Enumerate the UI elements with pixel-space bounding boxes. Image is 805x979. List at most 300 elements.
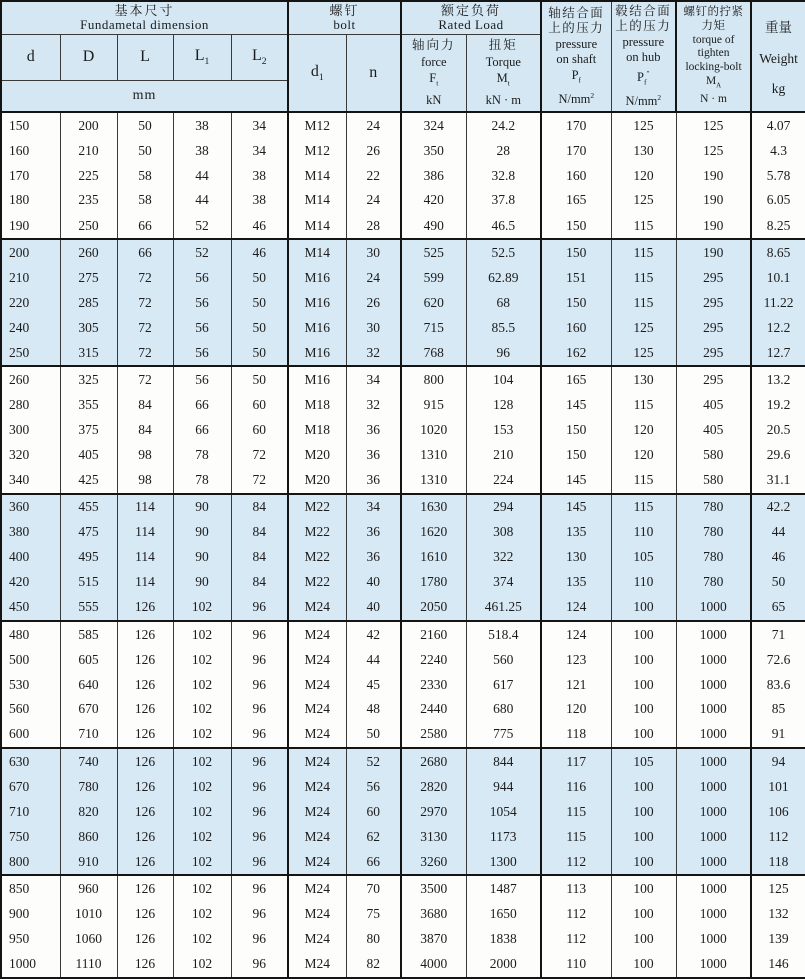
col-header-d: d [1, 34, 60, 80]
cell-D: 585 [60, 621, 117, 647]
cell-Pf-shaft: 118 [541, 722, 611, 748]
cell-L2: 96 [231, 647, 288, 672]
bolt-label-en: bolt [333, 17, 356, 33]
cell-L1: 102 [173, 927, 231, 952]
pressure-hub-zh1: 毂结合面 [615, 3, 672, 18]
cell-Mt: 68 [466, 290, 541, 315]
cell-L: 58 [117, 188, 173, 213]
cell-d: 400 [1, 545, 60, 570]
cell-d1: M24 [288, 697, 346, 722]
cell-d: 900 [1, 902, 60, 927]
cell-D: 200 [60, 112, 117, 138]
cell-Pf-hub: 100 [611, 595, 676, 621]
table-row [1, 366, 805, 392]
cell-L1: 102 [173, 672, 231, 697]
cell-MA: 190 [676, 239, 751, 265]
cell-L1: 90 [173, 545, 231, 570]
cell-MA: 1000 [676, 621, 751, 647]
cell-n: 24 [346, 112, 401, 138]
table-row [1, 418, 805, 443]
cell-Pf-shaft: 165 [541, 188, 611, 213]
cell-L2: 50 [231, 366, 288, 392]
cell-Pf-shaft: 150 [541, 239, 611, 265]
cell-Mt: 32.8 [466, 163, 541, 188]
cell-MA: 1000 [676, 722, 751, 748]
cell-d: 850 [1, 875, 60, 901]
cell-MA: 295 [676, 315, 751, 340]
cell-Pf-shaft: 170 [541, 138, 611, 163]
cell-Ft: 800 [401, 366, 466, 392]
cell-L2: 50 [231, 315, 288, 340]
cell-Ft: 3870 [401, 927, 466, 952]
cell-Pf-hub: 100 [611, 799, 676, 824]
cell-L1: 56 [173, 315, 231, 340]
table-row [1, 621, 805, 647]
cell-d: 250 [1, 340, 60, 366]
header-pressure-on-shaft [541, 1, 611, 112]
cell-L: 126 [117, 849, 173, 875]
cell-n: 66 [346, 849, 401, 875]
cell-d1: M22 [288, 545, 346, 570]
cell-L2: 84 [231, 570, 288, 595]
cell-Mt: 461.25 [466, 595, 541, 621]
pressure-hub-unit: $N/mm^2$ [625, 92, 662, 108]
cell-n: 30 [346, 239, 401, 265]
cell-n: 22 [346, 163, 401, 188]
table-row [1, 799, 805, 824]
cell-D: 425 [60, 467, 117, 493]
cell-MA: 580 [676, 443, 751, 468]
cell-d: 750 [1, 824, 60, 849]
table-row [1, 672, 805, 697]
cell-Mt: 28 [466, 138, 541, 163]
cell-L1: 102 [173, 621, 231, 647]
cell-Mt: 775 [466, 722, 541, 748]
cell-n: 70 [346, 875, 401, 901]
cell-D: 910 [60, 849, 117, 875]
cell-MA: 295 [676, 266, 751, 291]
cell-L2: 96 [231, 722, 288, 748]
cell-D: 355 [60, 393, 117, 418]
cell-Pf-shaft: 150 [541, 418, 611, 443]
cell-L2: 96 [231, 902, 288, 927]
cell-L2: 96 [231, 672, 288, 697]
cell-L2: 96 [231, 951, 288, 978]
cell-MA: 295 [676, 340, 751, 366]
cell-Pf-hub: 100 [611, 672, 676, 697]
cell-n: 50 [346, 722, 401, 748]
cell-Pf-hub: 125 [611, 112, 676, 138]
cell-weight: 31.1 [751, 467, 805, 493]
cell-Pf-hub: 105 [611, 545, 676, 570]
cell-Mt: 24.2 [466, 112, 541, 138]
cell-Ft: 386 [401, 163, 466, 188]
cell-L2: 84 [231, 545, 288, 570]
cell-Pf-shaft: 120 [541, 697, 611, 722]
pressure-shaft-en1: pressure [555, 36, 598, 51]
cell-Pf-shaft: 150 [541, 290, 611, 315]
cell-D: 275 [60, 266, 117, 291]
cell-weight: 4.3 [751, 138, 805, 163]
cell-L1: 52 [173, 239, 231, 265]
cell-n: 80 [346, 927, 401, 952]
cell-d1: M24 [288, 775, 346, 800]
cell-d: 150 [1, 112, 60, 138]
cell-L1: 102 [173, 824, 231, 849]
cell-L: 114 [117, 520, 173, 545]
col-header-d1: $d_1$ [288, 34, 346, 112]
cell-Pf-shaft: 151 [541, 266, 611, 291]
cell-D: 305 [60, 315, 117, 340]
cell-D: 285 [60, 290, 117, 315]
cell-Mt: 85.5 [466, 315, 541, 340]
cell-Pf-shaft: 110 [541, 951, 611, 978]
cell-Mt: 1487 [466, 875, 541, 901]
cell-d: 160 [1, 138, 60, 163]
cell-Ft: 1310 [401, 443, 466, 468]
pressure-shaft-zh1: 轴结合面 [548, 5, 605, 20]
cell-MA: 780 [676, 545, 751, 570]
cell-Mt: 680 [466, 697, 541, 722]
tighten-torque-symbol: $M_A$ [705, 75, 722, 90]
cell-MA: 1000 [676, 647, 751, 672]
pressure-hub-symbol: $P_f''$ [637, 68, 650, 87]
cell-Pf-shaft: 165 [541, 366, 611, 392]
cell-Pf-hub: 100 [611, 824, 676, 849]
table-row [1, 875, 805, 901]
cell-weight: 8.65 [751, 239, 805, 265]
cell-d: 630 [1, 748, 60, 774]
cell-MA: 1000 [676, 775, 751, 800]
cell-d: 480 [1, 621, 60, 647]
cell-L2: 60 [231, 393, 288, 418]
cell-Pf-shaft: 113 [541, 875, 611, 901]
cell-d1: M14 [288, 163, 346, 188]
cell-Pf-shaft: 130 [541, 545, 611, 570]
table-row [1, 902, 805, 927]
cell-MA: 125 [676, 112, 751, 138]
cell-MA: 580 [676, 467, 751, 493]
cell-L: 126 [117, 647, 173, 672]
cell-MA: 405 [676, 418, 751, 443]
weight-label-en: Weight [759, 50, 798, 66]
header-tighten-torque [676, 1, 751, 112]
cell-L1: 102 [173, 799, 231, 824]
cell-weight: 132 [751, 902, 805, 927]
torque-zh: 扭矩 [488, 38, 518, 52]
cell-n: 36 [346, 545, 401, 570]
cell-D: 640 [60, 672, 117, 697]
cell-n: 56 [346, 775, 401, 800]
cell-Mt: 1838 [466, 927, 541, 952]
cell-L2: 96 [231, 824, 288, 849]
cell-weight: 46 [751, 545, 805, 570]
cell-Ft: 2330 [401, 672, 466, 697]
cell-L: 114 [117, 545, 173, 570]
cell-Ft: 3500 [401, 875, 466, 901]
cell-L2: 96 [231, 927, 288, 952]
cell-Pf-hub: 115 [611, 467, 676, 493]
cell-L: 72 [117, 315, 173, 340]
cell-weight: 19.2 [751, 393, 805, 418]
cell-Mt: 944 [466, 775, 541, 800]
cell-weight: 5.78 [751, 163, 805, 188]
cell-MA: 190 [676, 213, 751, 239]
table-row [1, 849, 805, 875]
table-row [1, 570, 805, 595]
cell-D: 1110 [60, 951, 117, 978]
cell-n: 26 [346, 290, 401, 315]
cell-L2: 84 [231, 494, 288, 520]
cell-Pf-shaft: 124 [541, 621, 611, 647]
cell-Ft: 2820 [401, 775, 466, 800]
cell-L: 126 [117, 748, 173, 774]
cell-weight: 72.6 [751, 647, 805, 672]
cell-weight: 118 [751, 849, 805, 875]
cell-d: 530 [1, 672, 60, 697]
cell-Pf-hub: 115 [611, 290, 676, 315]
cell-d: 200 [1, 239, 60, 265]
table-row [1, 393, 805, 418]
cell-L1: 78 [173, 443, 231, 468]
cell-d1: M14 [288, 188, 346, 213]
table-row [1, 163, 805, 188]
table-row [1, 112, 805, 138]
cell-Mt: 308 [466, 520, 541, 545]
cell-D: 960 [60, 875, 117, 901]
cell-Pf-hub: 120 [611, 443, 676, 468]
cell-MA: 1000 [676, 595, 751, 621]
cell-L: 98 [117, 443, 173, 468]
cell-weight: 94 [751, 748, 805, 774]
pressure-hub-zh2: 上的压力 [615, 19, 672, 34]
cell-D: 605 [60, 647, 117, 672]
cell-MA: 1000 [676, 849, 751, 875]
cell-Ft: 3130 [401, 824, 466, 849]
cell-d1: M24 [288, 951, 346, 978]
cell-Pf-hub: 100 [611, 621, 676, 647]
cell-L1: 102 [173, 697, 231, 722]
cell-L1: 102 [173, 849, 231, 875]
cell-Ft: 599 [401, 266, 466, 291]
cell-L: 58 [117, 163, 173, 188]
cell-Pf-hub: 115 [611, 213, 676, 239]
cell-L2: 46 [231, 239, 288, 265]
cell-L: 66 [117, 213, 173, 239]
cell-Pf-hub: 105 [611, 748, 676, 774]
cell-d1: M24 [288, 672, 346, 697]
cell-D: 455 [60, 494, 117, 520]
cell-d1: M22 [288, 494, 346, 520]
cell-Mt: 560 [466, 647, 541, 672]
cell-Pf-shaft: 160 [541, 163, 611, 188]
cell-Pf-shaft: 112 [541, 849, 611, 875]
table-row [1, 266, 805, 291]
cell-Mt: 46.5 [466, 213, 541, 239]
table-row [1, 722, 805, 748]
cell-d: 260 [1, 366, 60, 392]
cell-Pf-shaft: 145 [541, 494, 611, 520]
table-row [1, 467, 805, 493]
cell-Pf-hub: 115 [611, 239, 676, 265]
cell-D: 260 [60, 239, 117, 265]
cell-Ft: 768 [401, 340, 466, 366]
table-row [1, 647, 805, 672]
cell-Pf-shaft: 162 [541, 340, 611, 366]
cell-D: 1010 [60, 902, 117, 927]
cell-weight: 44 [751, 520, 805, 545]
cell-d1: M24 [288, 722, 346, 748]
cell-Ft: 2680 [401, 748, 466, 774]
header-rated-load [401, 1, 541, 34]
cell-MA: 780 [676, 570, 751, 595]
col-header-L: L [117, 34, 173, 80]
cell-d1: M16 [288, 266, 346, 291]
cell-L: 98 [117, 467, 173, 493]
cell-n: 75 [346, 902, 401, 927]
cell-D: 375 [60, 418, 117, 443]
cell-MA: 295 [676, 290, 751, 315]
cell-n: 44 [346, 647, 401, 672]
cell-d1: M24 [288, 875, 346, 901]
cell-Pf-hub: 115 [611, 266, 676, 291]
cell-L2: 34 [231, 138, 288, 163]
cell-d: 180 [1, 188, 60, 213]
cell-D: 780 [60, 775, 117, 800]
cell-Ft: 1780 [401, 570, 466, 595]
cell-d1: M24 [288, 927, 346, 952]
cell-L: 84 [117, 393, 173, 418]
cell-Pf-shaft: 150 [541, 443, 611, 468]
cell-Mt: 37.8 [466, 188, 541, 213]
cell-weight: 91 [751, 722, 805, 748]
cell-n: 36 [346, 520, 401, 545]
cell-n: 40 [346, 595, 401, 621]
cell-Mt: 294 [466, 494, 541, 520]
cell-D: 475 [60, 520, 117, 545]
cell-MA: 1000 [676, 927, 751, 952]
cell-d1: M18 [288, 418, 346, 443]
cell-d: 240 [1, 315, 60, 340]
cell-d1: M24 [288, 824, 346, 849]
cell-D: 740 [60, 748, 117, 774]
cell-d1: M24 [288, 621, 346, 647]
cell-Ft: 1020 [401, 418, 466, 443]
table-row [1, 188, 805, 213]
table-row [1, 494, 805, 520]
cell-Ft: 525 [401, 239, 466, 265]
cell-D: 670 [60, 697, 117, 722]
cell-d: 190 [1, 213, 60, 239]
col-header-L2: $L_2$ [231, 34, 288, 80]
cell-Ft: 324 [401, 112, 466, 138]
cell-Mt: 62.89 [466, 266, 541, 291]
col-header-L1: $L_1$ [173, 34, 231, 80]
cell-MA: 780 [676, 520, 751, 545]
cell-L1: 56 [173, 340, 231, 366]
cell-d1: M24 [288, 595, 346, 621]
cell-Pf-hub: 100 [611, 849, 676, 875]
cell-Pf-hub: 125 [611, 188, 676, 213]
cell-Mt: 844 [466, 748, 541, 774]
cell-weight: 146 [751, 951, 805, 978]
cell-d: 360 [1, 494, 60, 520]
cell-weight: 83.6 [751, 672, 805, 697]
cell-Pf-hub: 125 [611, 315, 676, 340]
cell-L2: 96 [231, 799, 288, 824]
cell-L2: 72 [231, 443, 288, 468]
cell-n: 36 [346, 443, 401, 468]
axial-force-en: force [420, 54, 447, 69]
cell-L2: 46 [231, 213, 288, 239]
cell-Pf-shaft: 116 [541, 775, 611, 800]
cell-weight: 4.07 [751, 112, 805, 138]
cell-weight: 50 [751, 570, 805, 595]
cell-L1: 44 [173, 188, 231, 213]
cell-Mt: 1173 [466, 824, 541, 849]
cell-L2: 50 [231, 340, 288, 366]
cell-d: 300 [1, 418, 60, 443]
cell-MA: 405 [676, 393, 751, 418]
cell-d1: M16 [288, 366, 346, 392]
cell-L2: 34 [231, 112, 288, 138]
cell-n: 48 [346, 697, 401, 722]
cell-Mt: 1054 [466, 799, 541, 824]
cell-n: 34 [346, 366, 401, 392]
cell-Pf-shaft: 160 [541, 315, 611, 340]
table-row [1, 927, 805, 952]
cell-Ft: 3260 [401, 849, 466, 875]
cell-L: 126 [117, 621, 173, 647]
cell-L1: 52 [173, 213, 231, 239]
table-row [1, 520, 805, 545]
cell-d: 420 [1, 570, 60, 595]
cell-Pf-shaft: 112 [541, 902, 611, 927]
cell-L: 84 [117, 418, 173, 443]
cell-d: 710 [1, 799, 60, 824]
table-row [1, 290, 805, 315]
cell-d1: M16 [288, 340, 346, 366]
cell-weight: 10.1 [751, 266, 805, 291]
cell-weight: 12.7 [751, 340, 805, 366]
cell-d: 170 [1, 163, 60, 188]
cell-L1: 90 [173, 494, 231, 520]
cell-L: 126 [117, 799, 173, 824]
cell-L2: 96 [231, 775, 288, 800]
cell-weight: 11.22 [751, 290, 805, 315]
cell-weight: 71 [751, 621, 805, 647]
bolt-label-zh: 螺钉 [329, 3, 360, 19]
table-row [1, 748, 805, 774]
cell-d: 280 [1, 393, 60, 418]
cell-Mt: 617 [466, 672, 541, 697]
cell-weight: 65 [751, 595, 805, 621]
weight-label-zh: 重量 [765, 20, 793, 36]
table-row [1, 443, 805, 468]
cell-D: 210 [60, 138, 117, 163]
cell-Pf-hub: 100 [611, 647, 676, 672]
cell-L1: 38 [173, 112, 231, 138]
cell-n: 62 [346, 824, 401, 849]
cell-D: 250 [60, 213, 117, 239]
table-row [1, 824, 805, 849]
cell-weight: 106 [751, 799, 805, 824]
cell-d1: M20 [288, 443, 346, 468]
cell-Pf-shaft: 121 [541, 672, 611, 697]
cell-L1: 90 [173, 520, 231, 545]
header-bolt [288, 1, 401, 34]
cell-weight: 20.5 [751, 418, 805, 443]
